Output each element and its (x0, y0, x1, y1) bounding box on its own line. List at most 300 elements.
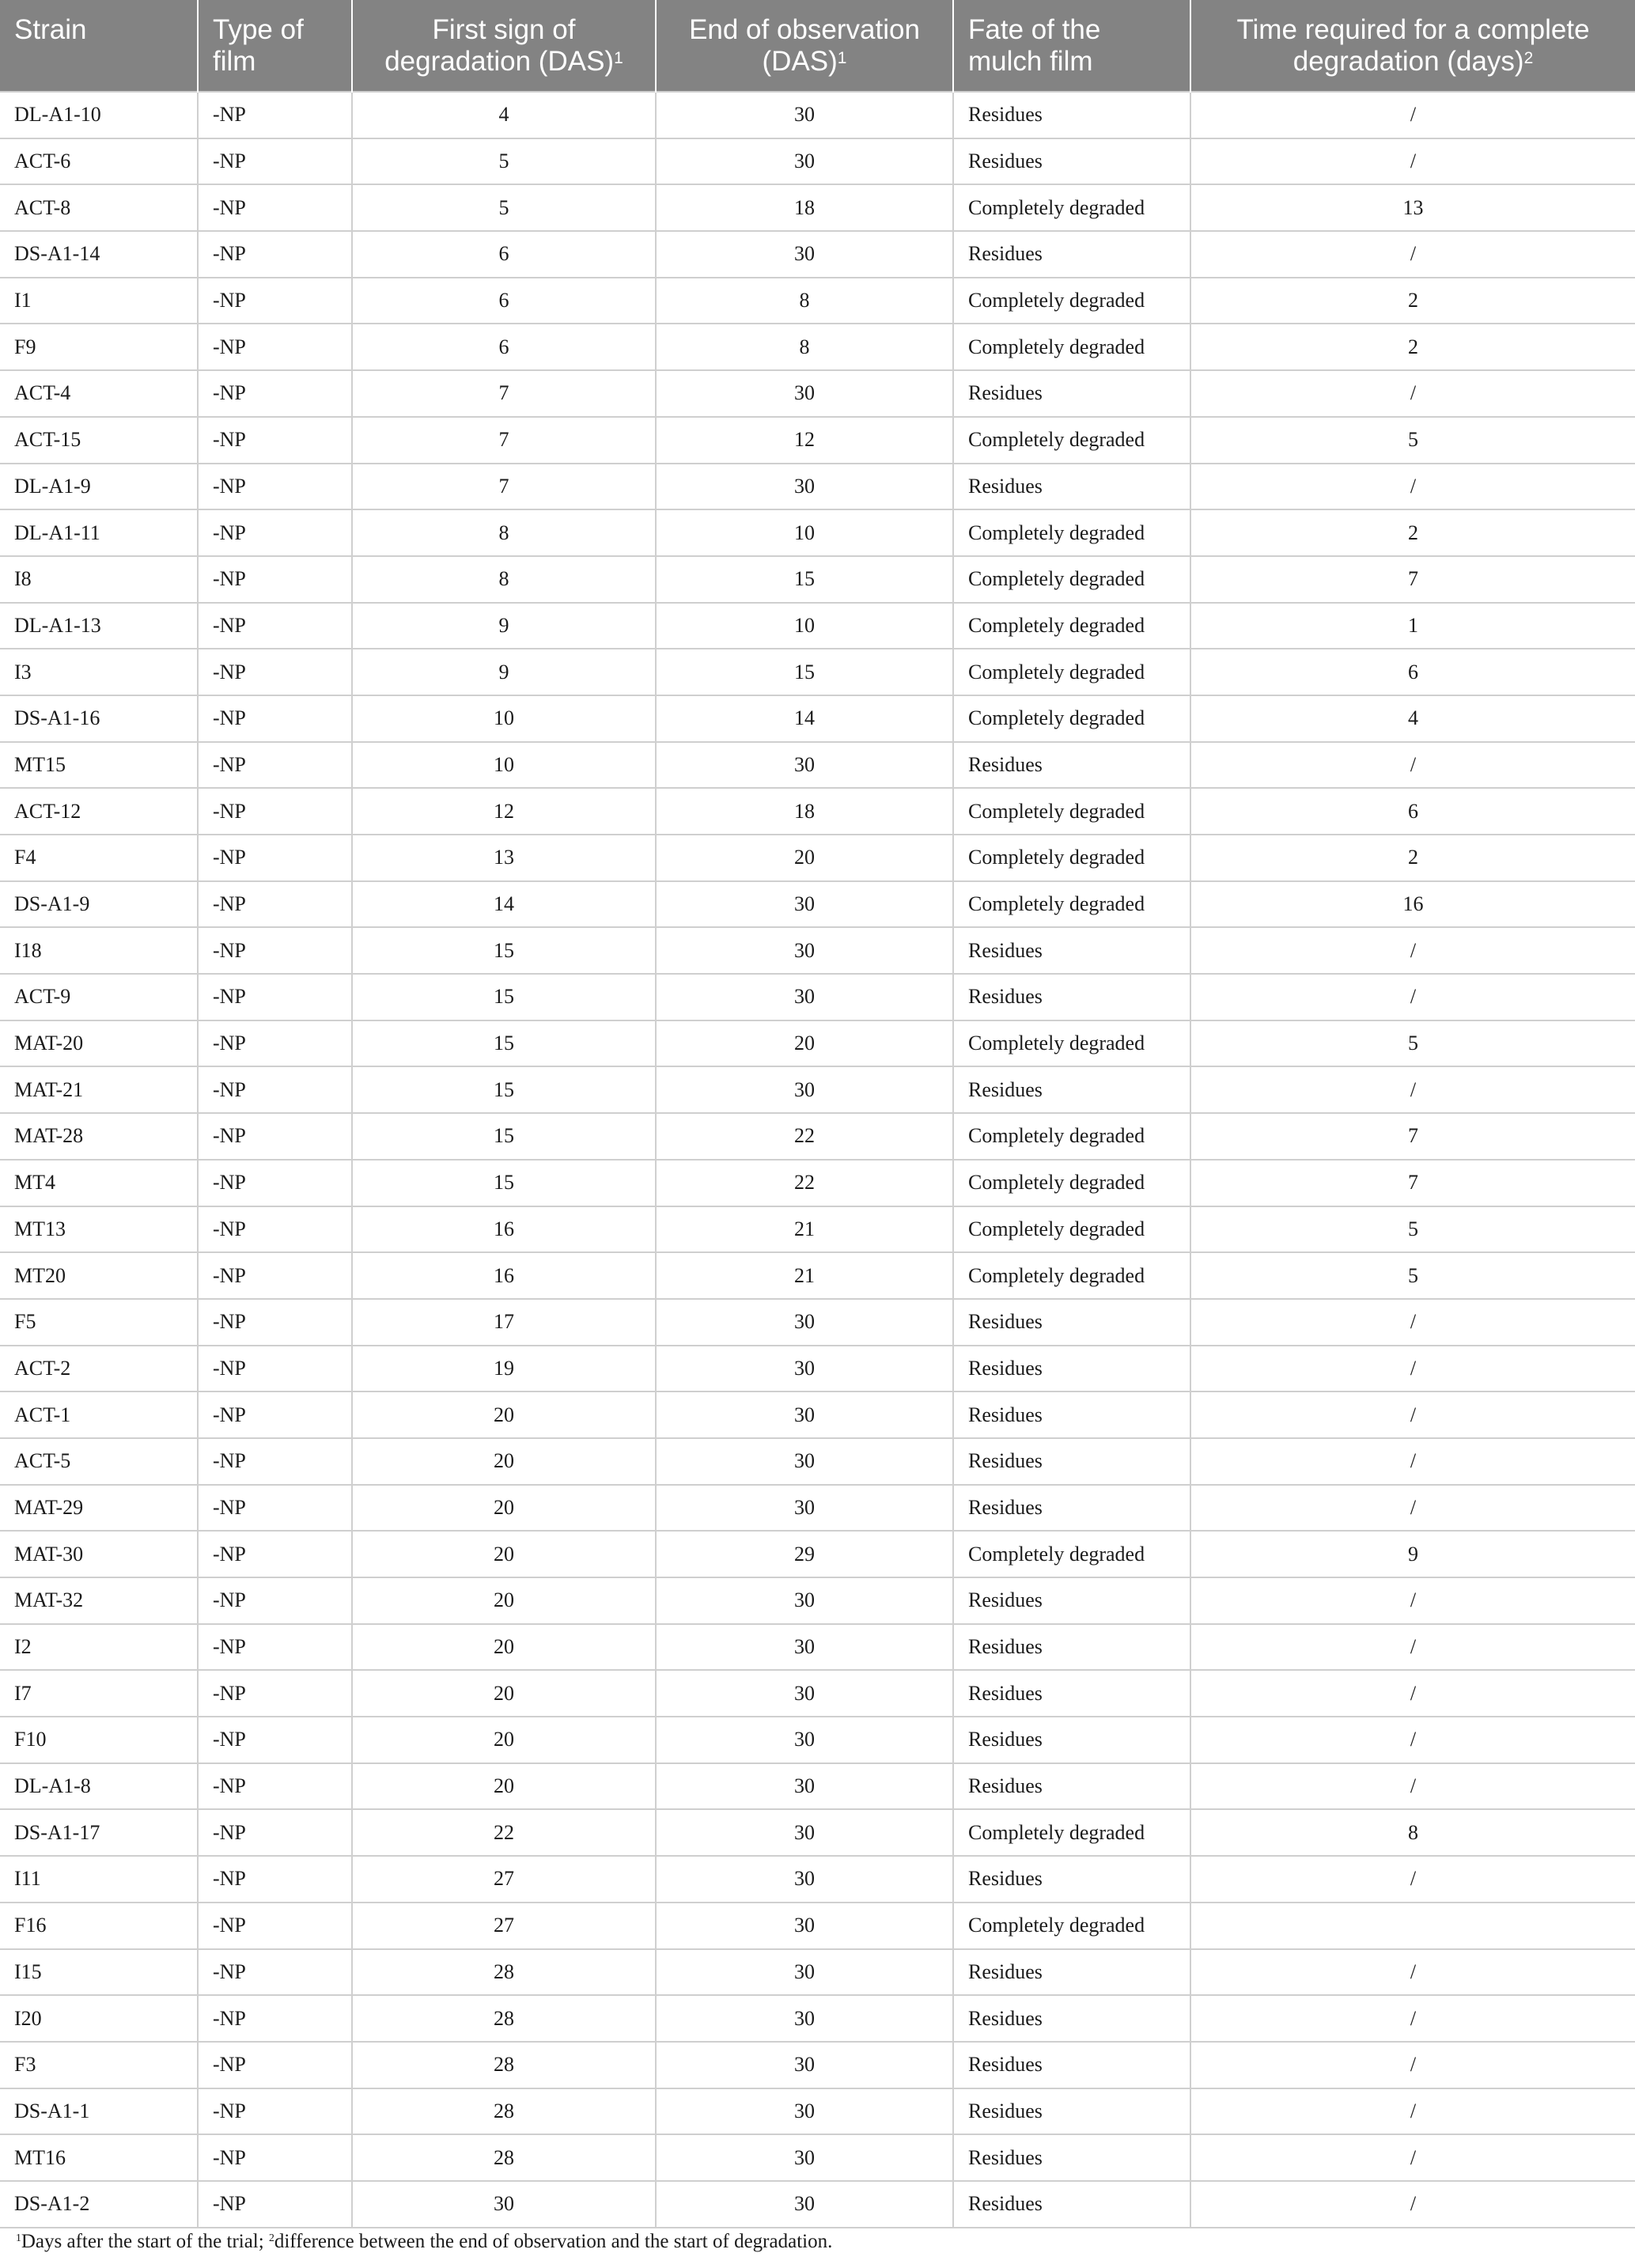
footnote-text-1: Days after the start of the trial; (21, 2231, 269, 2252)
cell-first-sign: 6 (352, 278, 656, 324)
cell-fate: Residues (953, 370, 1190, 417)
table-header (0, 0, 1635, 92)
cell-end-observation: 30 (656, 1485, 953, 1532)
cell-first-sign: 28 (352, 2134, 656, 2181)
cell-time-required: / (1190, 1577, 1635, 1624)
cell-strain: ACT-6 (0, 138, 198, 185)
cell-type-of-film: -NP (198, 324, 352, 370)
cell-first-sign: 20 (352, 1577, 656, 1624)
cell-end-observation: 22 (656, 1160, 953, 1206)
cell-type-of-film: -NP (198, 1066, 352, 1113)
footnote-marker-2: 2 (268, 2232, 274, 2244)
cell-time-required: / (1190, 2042, 1635, 2088)
cell-end-observation: 30 (656, 138, 953, 185)
cell-first-sign: 28 (352, 1949, 656, 1996)
cell-time-required: 13 (1190, 184, 1635, 231)
cell-type-of-film: -NP (198, 1531, 352, 1577)
cell-time-required: / (1190, 1763, 1635, 1810)
cell-type-of-film: -NP (198, 417, 352, 464)
table-row (0, 1763, 1635, 1810)
cell-time-required: / (1190, 1066, 1635, 1113)
cell-time-required: / (1190, 464, 1635, 510)
cell-strain: F5 (0, 1299, 198, 1346)
table-row (0, 92, 1635, 138)
table-row (0, 649, 1635, 695)
cell-fate: Residues (953, 1485, 1190, 1532)
cell-end-observation: 30 (656, 92, 953, 138)
cell-fate: Residues (953, 1346, 1190, 1392)
cell-strain: ACT-2 (0, 1346, 198, 1392)
cell-strain: DL-A1-13 (0, 603, 198, 649)
cell-type-of-film: -NP (198, 2134, 352, 2181)
cell-strain: MT20 (0, 1252, 198, 1299)
cell-end-observation: 30 (656, 1856, 953, 1903)
cell-strain: ACT-4 (0, 370, 198, 417)
table-row (0, 603, 1635, 649)
cell-fate: Completely degraded (953, 1531, 1190, 1577)
cell-type-of-film: -NP (198, 603, 352, 649)
table-row (0, 2088, 1635, 2135)
table-row (0, 324, 1635, 370)
cell-fate: Completely degraded (953, 788, 1190, 835)
cell-end-observation: 30 (656, 1995, 953, 2042)
cell-end-observation: 8 (656, 324, 953, 370)
cell-end-observation: 30 (656, 1299, 953, 1346)
cell-type-of-film: -NP (198, 835, 352, 881)
table-body (0, 92, 1635, 2228)
cell-fate: Residues (953, 927, 1190, 974)
cell-first-sign: 15 (352, 927, 656, 974)
cell-strain: MT13 (0, 1206, 198, 1253)
table-row (0, 1531, 1635, 1577)
cell-strain: DL-A1-9 (0, 464, 198, 510)
cell-fate: Residues (953, 1577, 1190, 1624)
cell-type-of-film: -NP (198, 138, 352, 185)
cell-first-sign: 17 (352, 1299, 656, 1346)
cell-type-of-film: -NP (198, 509, 352, 556)
cell-strain: MAT-29 (0, 1485, 198, 1532)
cell-end-observation: 30 (656, 2088, 953, 2135)
table-row (0, 417, 1635, 464)
table-row (0, 509, 1635, 556)
cell-strain: F9 (0, 324, 198, 370)
table-row (0, 1020, 1635, 1067)
cell-fate: Residues (953, 2134, 1190, 2181)
cell-time-required: / (1190, 2088, 1635, 2135)
cell-first-sign: 6 (352, 231, 656, 278)
cell-type-of-film: -NP (198, 1577, 352, 1624)
cell-fate: Residues (953, 464, 1190, 510)
cell-type-of-film: -NP (198, 1624, 352, 1671)
cell-type-of-film: -NP (198, 742, 352, 789)
cell-end-observation: 30 (656, 231, 953, 278)
cell-fate: Completely degraded (953, 509, 1190, 556)
cell-strain: MAT-21 (0, 1066, 198, 1113)
cell-type-of-film: -NP (198, 184, 352, 231)
cell-strain: I18 (0, 927, 198, 974)
cell-fate: Residues (953, 2042, 1190, 2088)
cell-type-of-film: -NP (198, 1160, 352, 1206)
cell-first-sign: 9 (352, 649, 656, 695)
cell-first-sign: 22 (352, 1809, 656, 1856)
table-row (0, 1485, 1635, 1532)
cell-strain: ACT-15 (0, 417, 198, 464)
cell-end-observation: 18 (656, 788, 953, 835)
cell-time-required: / (1190, 1485, 1635, 1532)
cell-type-of-film: -NP (198, 1438, 352, 1485)
cell-first-sign: 13 (352, 835, 656, 881)
cell-time-required: 6 (1190, 788, 1635, 835)
cell-end-observation: 30 (656, 2042, 953, 2088)
cell-first-sign: 20 (352, 1717, 656, 1763)
cell-fate: Residues (953, 1670, 1190, 1717)
cell-time-required: / (1190, 1856, 1635, 1903)
cell-end-observation: 20 (656, 835, 953, 881)
cell-fate: Completely degraded (953, 1113, 1190, 1160)
cell-strain: DS-A1-1 (0, 2088, 198, 2135)
cell-end-observation: 30 (656, 1624, 953, 1671)
cell-type-of-film: -NP (198, 927, 352, 974)
cell-type-of-film: -NP (198, 974, 352, 1020)
cell-strain: MAT-20 (0, 1020, 198, 1067)
header-type-of-film: Type of film (198, 0, 352, 92)
cell-strain: ACT-1 (0, 1391, 198, 1438)
cell-first-sign: 16 (352, 1206, 656, 1253)
cell-time-required: / (1190, 742, 1635, 789)
cell-fate: Completely degraded (953, 603, 1190, 649)
cell-type-of-film: -NP (198, 556, 352, 603)
table-row (0, 1856, 1635, 1903)
cell-fate: Completely degraded (953, 1160, 1190, 1206)
cell-time-required: / (1190, 974, 1635, 1020)
table-row (0, 1949, 1635, 1996)
cell-end-observation: 30 (656, 1717, 953, 1763)
table-row (0, 1206, 1635, 1253)
cell-type-of-film: -NP (198, 1903, 352, 1949)
cell-end-observation: 22 (656, 1113, 953, 1160)
table-row (0, 695, 1635, 742)
cell-end-observation: 30 (656, 370, 953, 417)
cell-first-sign: 30 (352, 2181, 656, 2228)
cell-end-observation: 21 (656, 1252, 953, 1299)
cell-end-observation: 30 (656, 1809, 953, 1856)
cell-fate: Completely degraded (953, 1903, 1190, 1949)
cell-first-sign: 12 (352, 788, 656, 835)
cell-fate: Residues (953, 742, 1190, 789)
cell-end-observation: 30 (656, 1577, 953, 1624)
cell-first-sign: 20 (352, 1391, 656, 1438)
cell-time-required: 5 (1190, 1206, 1635, 1253)
cell-end-observation: 30 (656, 974, 953, 1020)
cell-type-of-film: -NP (198, 2042, 352, 2088)
cell-end-observation: 30 (656, 1066, 953, 1113)
cell-fate: Residues (953, 138, 1190, 185)
cell-end-observation: 30 (656, 1763, 953, 1810)
table-row (0, 1066, 1635, 1113)
cell-fate: Residues (953, 1624, 1190, 1671)
cell-type-of-film: -NP (198, 1809, 352, 1856)
cell-strain: F10 (0, 1717, 198, 1763)
cell-time-required: 5 (1190, 1252, 1635, 1299)
cell-type-of-film: -NP (198, 1485, 352, 1532)
cell-fate: Completely degraded (953, 1252, 1190, 1299)
cell-fate: Residues (953, 1763, 1190, 1810)
cell-time-required: / (1190, 2134, 1635, 2181)
cell-first-sign: 4 (352, 92, 656, 138)
cell-fate: Completely degraded (953, 649, 1190, 695)
cell-strain: DL-A1-10 (0, 92, 198, 138)
cell-fate: Completely degraded (953, 324, 1190, 370)
cell-end-observation: 30 (656, 2181, 953, 2228)
cell-first-sign: 28 (352, 2088, 656, 2135)
cell-end-observation: 30 (656, 1670, 953, 1717)
table-row (0, 1299, 1635, 1346)
cell-type-of-film: -NP (198, 1346, 352, 1392)
table-row (0, 278, 1635, 324)
table-footnote (0, 2231, 832, 2253)
table-row (0, 2042, 1635, 2088)
cell-end-observation: 12 (656, 417, 953, 464)
cell-end-observation: 21 (656, 1206, 953, 1253)
table-row (0, 881, 1635, 928)
header-end-observation: End of observation (DAS)$^1$ (656, 0, 953, 92)
cell-first-sign: 10 (352, 742, 656, 789)
cell-fate: Residues (953, 231, 1190, 278)
header-fate: Fate of the mulch film (953, 0, 1190, 92)
cell-first-sign: 7 (352, 464, 656, 510)
cell-strain: I7 (0, 1670, 198, 1717)
cell-strain: MT4 (0, 1160, 198, 1206)
table-row (0, 1346, 1635, 1392)
cell-type-of-film: -NP (198, 2181, 352, 2228)
cell-time-required: / (1190, 1717, 1635, 1763)
table-row (0, 464, 1635, 510)
cell-time-required: / (1190, 1391, 1635, 1438)
cell-first-sign: 20 (352, 1670, 656, 1717)
cell-strain: DL-A1-11 (0, 509, 198, 556)
cell-first-sign: 5 (352, 138, 656, 185)
cell-end-observation: 30 (656, 1346, 953, 1392)
cell-first-sign: 20 (352, 1438, 656, 1485)
cell-type-of-film: -NP (198, 1856, 352, 1903)
table-row (0, 835, 1635, 881)
table-row (0, 1577, 1635, 1624)
cell-first-sign: 8 (352, 556, 656, 603)
header-first-sign: First sign of degradation (DAS)$^1$ (352, 0, 656, 92)
cell-time-required: 5 (1190, 417, 1635, 464)
cell-fate: Residues (953, 1299, 1190, 1346)
table-row (0, 1391, 1635, 1438)
header-strain: Strain (0, 0, 198, 92)
cell-first-sign: 7 (352, 417, 656, 464)
cell-first-sign: 15 (352, 1113, 656, 1160)
table-row (0, 2181, 1635, 2228)
cell-type-of-film: -NP (198, 278, 352, 324)
cell-time-required: / (1190, 370, 1635, 417)
cell-type-of-film: -NP (198, 2088, 352, 2135)
cell-first-sign: 14 (352, 881, 656, 928)
cell-strain: DS-A1-9 (0, 881, 198, 928)
cell-type-of-film: -NP (198, 1252, 352, 1299)
cell-fate: Residues (953, 2181, 1190, 2228)
cell-type-of-film: -NP (198, 1949, 352, 1996)
cell-strain: I15 (0, 1949, 198, 1996)
cell-strain: DS-A1-14 (0, 231, 198, 278)
cell-first-sign: 10 (352, 695, 656, 742)
cell-end-observation: 30 (656, 927, 953, 974)
cell-type-of-film: -NP (198, 1670, 352, 1717)
cell-strain: ACT-12 (0, 788, 198, 835)
table-row (0, 1624, 1635, 1671)
cell-first-sign: 20 (352, 1624, 656, 1671)
cell-first-sign: 20 (352, 1485, 656, 1532)
cell-fate: Residues (953, 1438, 1190, 1485)
cell-end-observation: 30 (656, 464, 953, 510)
cell-fate: Completely degraded (953, 278, 1190, 324)
cell-time-required: 8 (1190, 1809, 1635, 1856)
cell-time-required: / (1190, 92, 1635, 138)
cell-time-required: 16 (1190, 881, 1635, 928)
table-row (0, 1252, 1635, 1299)
cell-type-of-film: -NP (198, 1717, 352, 1763)
cell-strain: F16 (0, 1903, 198, 1949)
cell-first-sign: 9 (352, 603, 656, 649)
cell-time-required: / (1190, 1299, 1635, 1346)
table-row (0, 974, 1635, 1020)
cell-strain: DS-A1-16 (0, 695, 198, 742)
cell-fate: Residues (953, 1949, 1190, 1996)
cell-first-sign: 7 (352, 370, 656, 417)
cell-strain: I3 (0, 649, 198, 695)
cell-type-of-film: -NP (198, 1763, 352, 1810)
cell-first-sign: 8 (352, 509, 656, 556)
cell-fate: Residues (953, 1391, 1190, 1438)
cell-time-required: 7 (1190, 556, 1635, 603)
cell-time-required: / (1190, 1995, 1635, 2042)
cell-time-required: 7 (1190, 1160, 1635, 1206)
cell-fate: Completely degraded (953, 1206, 1190, 1253)
cell-first-sign: 6 (352, 324, 656, 370)
cell-fate: Completely degraded (953, 184, 1190, 231)
cell-end-observation: 30 (656, 1438, 953, 1485)
cell-end-observation: 30 (656, 1391, 953, 1438)
cell-time-required: 2 (1190, 278, 1635, 324)
cell-time-required: / (1190, 1624, 1635, 1671)
header-time-required: Time required for a complete degradation (days)$^2$ (1236, 14, 1590, 77)
cell-fate: Completely degraded (953, 1809, 1190, 1856)
footnote-marker-1: 1 (16, 2232, 21, 2244)
cell-strain: I2 (0, 1624, 198, 1671)
table-row (0, 1160, 1635, 1206)
cell-end-observation: 10 (656, 509, 953, 556)
cell-strain: DL-A1-8 (0, 1763, 198, 1810)
table-row (0, 1670, 1635, 1717)
cell-time-required: 2 (1190, 509, 1635, 556)
cell-type-of-film: -NP (198, 695, 352, 742)
cell-fate: Residues (953, 974, 1190, 1020)
cell-first-sign: 27 (352, 1856, 656, 1903)
cell-strain: F3 (0, 2042, 198, 2088)
cell-first-sign: 15 (352, 1066, 656, 1113)
cell-fate: Completely degraded (953, 556, 1190, 603)
cell-fate: Residues (953, 1995, 1190, 2042)
cell-time-required: / (1190, 1949, 1635, 1996)
cell-time-required: / (1190, 927, 1635, 974)
cell-strain: I11 (0, 1856, 198, 1903)
cell-strain: ACT-5 (0, 1438, 198, 1485)
cell-end-observation: 30 (656, 742, 953, 789)
cell-type-of-film: -NP (198, 1206, 352, 1253)
cell-time-required: 5 (1190, 1020, 1635, 1067)
cell-time-required: 9 (1190, 1531, 1635, 1577)
cell-end-observation: 14 (656, 695, 953, 742)
cell-end-observation: 10 (656, 603, 953, 649)
cell-end-observation: 30 (656, 2134, 953, 2181)
cell-fate: Completely degraded (953, 881, 1190, 928)
cell-time-required: 4 (1190, 695, 1635, 742)
cell-fate: Residues (953, 1066, 1190, 1113)
cell-strain: ACT-8 (0, 184, 198, 231)
cell-type-of-film: -NP (198, 464, 352, 510)
table-row (0, 231, 1635, 278)
table-row (0, 1903, 1635, 1949)
cell-strain: MAT-28 (0, 1113, 198, 1160)
cell-fate: Residues (953, 1717, 1190, 1763)
cell-strain: ACT-9 (0, 974, 198, 1020)
cell-end-observation: 30 (656, 1903, 953, 1949)
cell-fate: Residues (953, 2088, 1190, 2135)
cell-strain: I8 (0, 556, 198, 603)
table-row (0, 556, 1635, 603)
table-row (0, 1113, 1635, 1160)
cell-strain: DS-A1-2 (0, 2181, 198, 2228)
table-row (0, 370, 1635, 417)
table-row (0, 742, 1635, 789)
cell-strain: DS-A1-17 (0, 1809, 198, 1856)
cell-end-observation: 15 (656, 556, 953, 603)
cell-time-required: / (1190, 1670, 1635, 1717)
cell-time-required: 7 (1190, 1113, 1635, 1160)
cell-strain: MAT-32 (0, 1577, 198, 1624)
cell-time-required: / (1190, 1438, 1635, 1485)
cell-first-sign: 5 (352, 184, 656, 231)
cell-type-of-film: -NP (198, 1020, 352, 1067)
cell-type-of-film: -NP (198, 649, 352, 695)
cell-end-observation: 20 (656, 1020, 953, 1067)
cell-first-sign: 27 (352, 1903, 656, 1949)
table-row (0, 1809, 1635, 1856)
table-row (0, 1717, 1635, 1763)
cell-end-observation: 18 (656, 184, 953, 231)
cell-type-of-film: -NP (198, 1299, 352, 1346)
cell-first-sign: 19 (352, 1346, 656, 1392)
cell-type-of-film: -NP (198, 1995, 352, 2042)
cell-strain: MAT-30 (0, 1531, 198, 1577)
cell-strain: I20 (0, 1995, 198, 2042)
cell-fate: Completely degraded (953, 417, 1190, 464)
cell-first-sign: 15 (352, 974, 656, 1020)
cell-fate: Residues (953, 92, 1190, 138)
table-row (0, 138, 1635, 185)
cell-type-of-film: -NP (198, 788, 352, 835)
cell-time-required: 2 (1190, 324, 1635, 370)
cell-fate: Residues (953, 1856, 1190, 1903)
cell-type-of-film: -NP (198, 370, 352, 417)
table-row (0, 1995, 1635, 2042)
table-row (0, 2134, 1635, 2181)
cell-first-sign: 28 (352, 1995, 656, 2042)
cell-strain: MT16 (0, 2134, 198, 2181)
